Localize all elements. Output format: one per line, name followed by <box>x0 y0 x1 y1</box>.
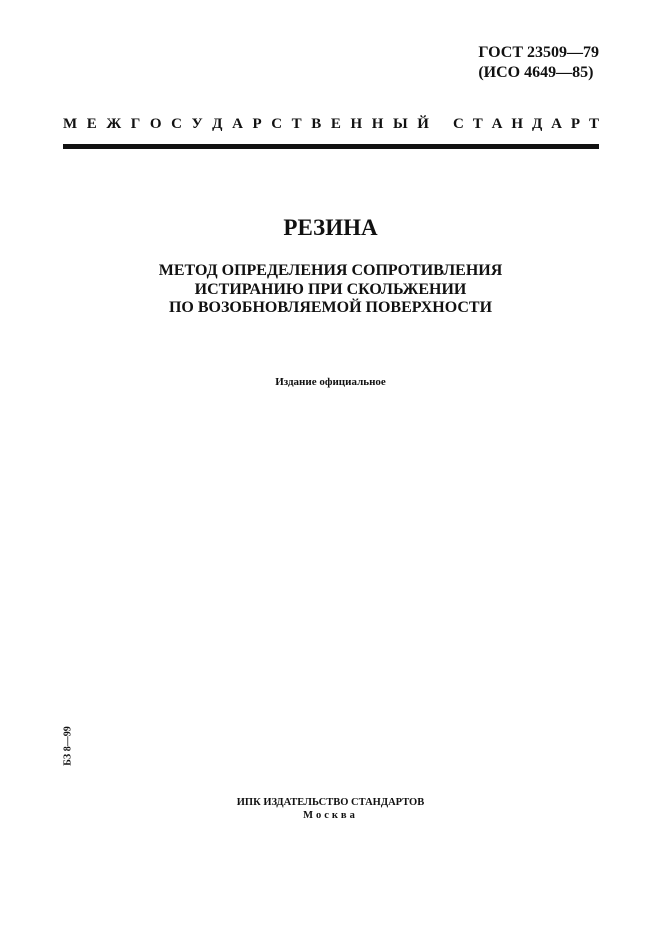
kind-letter: Й <box>417 116 429 132</box>
document-title: РЕЗИНА <box>283 215 378 240</box>
kind-letter: С <box>271 116 283 132</box>
subtitle-line: ПО ВОЗОБНОВЛЯЕМОЙ ПОВЕРХНОСТИ <box>168 299 493 316</box>
kind-letter: Т <box>472 116 483 132</box>
iso-number: (ИСО 4649—85) <box>478 64 594 81</box>
kind-word-standard <box>453 114 599 134</box>
kind-letter: Р <box>570 116 581 132</box>
kind-letter: Т <box>588 116 599 132</box>
standard-designation <box>478 43 599 83</box>
side-code-text: БЗ 8—99 <box>63 726 75 766</box>
standard-kind-header <box>63 114 599 134</box>
kind-letter: Н <box>511 116 524 132</box>
kind-letter: Д <box>212 116 223 132</box>
kind-letter: Т <box>291 116 302 132</box>
kind-letter: Н <box>371 116 384 132</box>
kind-letter: М <box>63 116 78 132</box>
kind-letter: Е <box>330 116 341 132</box>
kind-letter: Д <box>531 116 543 132</box>
document-subtitle <box>0 262 661 318</box>
gost-number: ГОСТ 23509—79 <box>478 44 599 61</box>
side-code <box>62 722 76 770</box>
kind-letter: С <box>171 116 182 132</box>
kind-letter: А <box>491 116 503 132</box>
kind-letter: Ж <box>106 116 122 132</box>
kind-letter: Н <box>350 116 363 132</box>
kind-letter: А <box>551 116 562 132</box>
kind-letter: О <box>149 116 162 132</box>
kind-letter: Р <box>252 116 262 132</box>
kind-letter: А <box>232 116 243 132</box>
publisher-city: Москва <box>303 810 358 821</box>
header-rule <box>63 144 599 149</box>
kind-letter: Ы <box>392 116 408 132</box>
kind-letter: Е <box>86 116 97 132</box>
kind-letter: С <box>453 116 464 132</box>
publisher-name: ИПК ИЗДАТЕЛЬСТВО СТАНДАРТОВ <box>236 797 425 808</box>
kind-word-interstate <box>63 114 429 134</box>
edition-note: Издание официальное <box>275 376 386 388</box>
kind-letter: У <box>191 116 203 132</box>
kind-letter: Г <box>130 116 141 132</box>
subtitle-line: ИСТИРАНИЮ ПРИ СКОЛЬЖЕНИИ <box>194 280 467 298</box>
subtitle-line: МЕТОД ОПРЕДЕЛЕНИЯ СОПРОТИВЛЕНИЯ <box>158 262 503 279</box>
kind-letter: В <box>311 116 322 132</box>
